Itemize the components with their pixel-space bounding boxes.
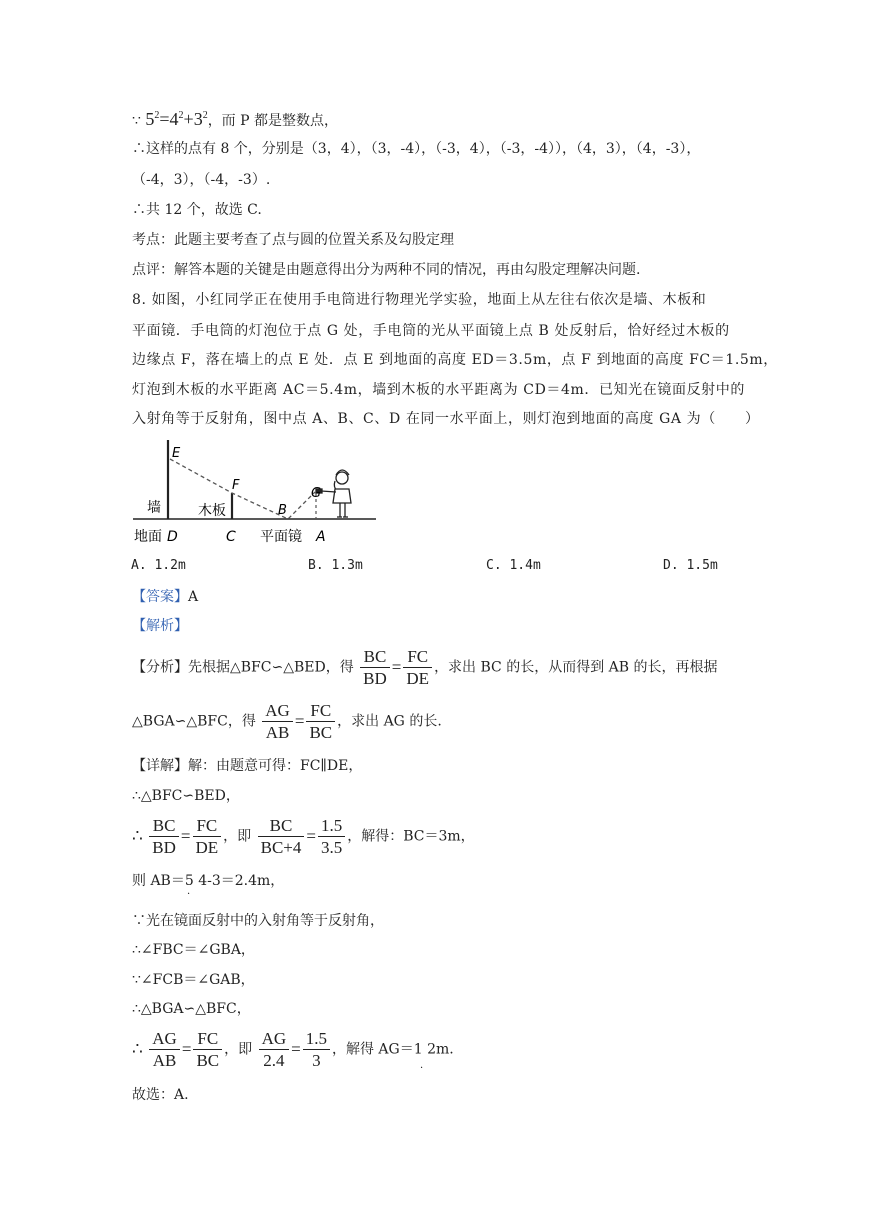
ab-line: 则 AB＝5 4-3＝2.4m， (132, 873, 285, 889)
analysis-label: 【解析】 (132, 618, 188, 634)
decimal-dot-2: · (420, 1063, 424, 1074)
ratio-row-1: ∴ $\frac{BC}{BD}$ = $\frac{FC}{DE}$ ，即 $\frac{BC}{BC+4}$ = $\frac{1.5}{3.5}$ ，解得：BC＝3m， (132, 816, 475, 857)
label-D: D (167, 529, 178, 545)
kaodian-line: 考点：此题主要考查了点与圆的位置关系及勾股定理 (132, 232, 454, 248)
option-c: C. 1.4m (486, 558, 541, 573)
xiangjie-line-1: 【详解】解：由题意可得：FC∥DE， (132, 758, 363, 774)
fenxi-line-2: △BGA∽△BFC，得 $\frac{AG}{AB}$ = $\frac{FC}{BC}$ ，求出 AG 的长. (132, 701, 442, 742)
ratio-row-2: ∴ $\frac{AG}{AB}$ = $\frac{FC}{BC}$ ，即 $\frac{AG}{2.4}$ = $\frac{1.5}{3}$ ，解得 AG＝1 2m. (132, 1029, 454, 1070)
label-B: B (278, 503, 287, 518)
label-board: 木板 (198, 503, 226, 519)
fenxi-line-1: 【分析】先根据△BFC∽△BED，得 $\frac{BC}{BD}$ = $\frac{FC}{DE}$ ，求出 BC 的长，从而得到 AB 的长，再根据 (132, 647, 718, 688)
label-wall: 墙 (147, 500, 161, 516)
label-F: F (232, 478, 240, 493)
fraction-fc-de: $\frac{FC}{DE}$ (403, 646, 432, 689)
question-figure (130, 437, 380, 547)
answer-label: 【答案】 (132, 589, 188, 605)
question-line-1: 8. 如图，小红同学正在使用手电筒进行物理光学实验，地面上从左往右依次是墙、木板和 (132, 292, 707, 308)
girl-figure (316, 470, 351, 517)
label-A: A (316, 529, 326, 545)
because-line: ∵ $5^2=4^2+3^2$，而 P 都是整数点， (132, 109, 339, 129)
xiangjie-label: 【详解】 (132, 758, 188, 774)
pythagorean-equation: $5^2=4^2+3^2$ (145, 109, 208, 129)
points-line-2: （-4，3），（-4，-3）. (132, 172, 271, 188)
answer-value: A (188, 589, 199, 605)
points-line-1: ∴这样的点有 8 个，分别是（3，4），（3，-4），（-3，4），（-3，-4）），（4，3），（4，-3）， (132, 141, 701, 157)
question-line-2: 平面镜．手电筒的灯泡位于点 G 处，手电筒的光从平面镜上点 B 处反射后，恰好经过木板的 (132, 323, 730, 339)
label-C: C (226, 529, 236, 545)
xiangjie-line-2: ∴△BFC∽BED， (132, 788, 240, 804)
label-mirror: 平面镜 (260, 529, 302, 545)
xiangjie-line-3: ∵光在镜面反射中的入射角等于反射角， (132, 913, 384, 929)
fraction-bc-bd: $\frac{BC}{BD}$ (360, 646, 390, 689)
fraction-ag-ab: $\frac{AG}{AB}$ (262, 700, 293, 743)
label-ground: 地面 (134, 529, 162, 545)
label-G: G (311, 486, 322, 501)
option-d: D. 1.5m (663, 558, 718, 573)
xiangjie-line-4: ∴∠FBC＝∠GBA， (132, 942, 255, 958)
total-line: ∴共 12 个，故选 C. (132, 202, 262, 218)
final-line: 故选：A. (132, 1087, 189, 1103)
question-line-5: 入射角等于反射角，图中点 A、B、C、D 在同一水平面上，则灯泡到地面的高度 GA 为（ ） (132, 411, 760, 427)
decimal-dot: · (187, 889, 191, 900)
option-b: B. 1.3m (308, 558, 363, 573)
option-a: A. 1.2m (131, 558, 186, 573)
xiangjie-line-6: ∴△BGA∽△BFC， (132, 1001, 251, 1017)
fraction-fc-bc: $\frac{FC}{BC}$ (306, 700, 335, 743)
question-line-3: 边缘点 F，落在墙上的点 E 处．点 E 到地面的高度 ED＝3.5m，点 F 到地面的高度 FC＝1.5m， (132, 352, 778, 368)
fenxi-label: 【分析】 (132, 659, 188, 676)
question-line-4: 灯泡到木板的水平距离 AC＝5.4m，墙到木板的水平距离为 CD＝4m．已知光在镜面反射中的 (132, 382, 745, 398)
label-E: E (172, 446, 181, 461)
answer-line (132, 588, 198, 606)
light-path (170, 459, 315, 519)
xiangjie-line-5: ∵∠FCB＝∠GAB， (132, 972, 255, 988)
dianping-line: 点评：解答本题的关键是由题意得出分为两种不同的情况，再由勾股定理解决问题. (132, 262, 641, 278)
